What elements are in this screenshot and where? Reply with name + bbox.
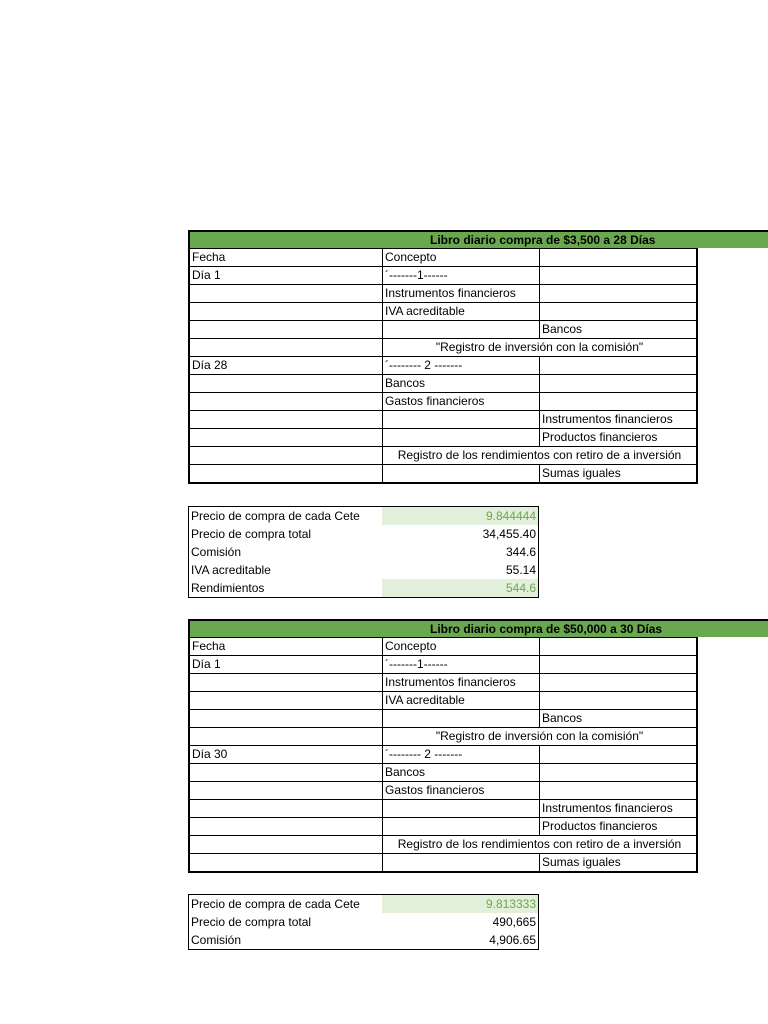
fecha-cell[interactable] bbox=[189, 800, 383, 818]
journal-body bbox=[189, 638, 697, 873]
concepto-cell[interactable]: ´-------- 2 ------- bbox=[383, 357, 540, 375]
account-cell[interactable] bbox=[540, 393, 698, 411]
concepto-cell[interactable] bbox=[383, 411, 540, 429]
summary-value[interactable]: 55.14 bbox=[382, 561, 539, 579]
table-row bbox=[189, 674, 697, 692]
table-row bbox=[189, 656, 697, 674]
account-cell[interactable] bbox=[540, 267, 698, 285]
summary-row bbox=[189, 895, 539, 914]
concepto-cell[interactable] bbox=[383, 818, 540, 836]
fecha-cell[interactable]: Día 1 bbox=[189, 656, 383, 674]
table-row bbox=[189, 357, 697, 375]
concepto-span-cell[interactable]: "Registro de inversión con la comisión" bbox=[383, 728, 698, 746]
summary-value[interactable]: 34,455.40 bbox=[382, 525, 539, 543]
concepto-cell[interactable] bbox=[383, 710, 540, 728]
account-cell[interactable] bbox=[540, 303, 698, 321]
summary-value[interactable]: 544.6 bbox=[382, 579, 539, 598]
fecha-cell[interactable] bbox=[189, 411, 383, 429]
fecha-cell[interactable] bbox=[189, 692, 383, 710]
summary-value[interactable]: 4,906.65 bbox=[382, 931, 539, 950]
summary-label[interactable]: Precio de compra total bbox=[189, 525, 383, 543]
summary-label[interactable]: Precio de compra de cada Cete bbox=[189, 895, 383, 914]
summary-row bbox=[189, 561, 539, 579]
concepto-span-cell[interactable]: "Registro de inversión con la comisión" bbox=[383, 339, 698, 357]
concepto-cell[interactable] bbox=[383, 800, 540, 818]
fecha-cell[interactable] bbox=[189, 339, 383, 357]
fecha-cell[interactable] bbox=[189, 818, 383, 836]
summary-row bbox=[189, 913, 539, 931]
fecha-cell[interactable]: Día 30 bbox=[189, 746, 383, 764]
concepto-cell[interactable]: Instrumentos financieros bbox=[383, 285, 540, 303]
header-blank[interactable] bbox=[540, 249, 698, 267]
summary-value[interactable]: 9.844444 bbox=[382, 507, 539, 526]
summary-table-2 bbox=[188, 894, 539, 950]
journal-grid bbox=[188, 637, 698, 873]
journal-grid bbox=[188, 248, 698, 484]
concepto-cell[interactable]: ´-------1------ bbox=[383, 656, 540, 674]
account-cell[interactable]: Bancos bbox=[540, 710, 698, 728]
table-row bbox=[189, 303, 697, 321]
account-cell[interactable]: Instrumentos financieros bbox=[540, 800, 698, 818]
summary-label[interactable]: Precio de compra de cada Cete bbox=[189, 507, 383, 526]
fecha-cell[interactable] bbox=[189, 375, 383, 393]
account-cell[interactable] bbox=[540, 692, 698, 710]
summary-table-1 bbox=[188, 506, 539, 598]
summary-label[interactable]: IVA acreditable bbox=[189, 561, 383, 579]
concepto-cell[interactable]: IVA acreditable bbox=[383, 692, 540, 710]
account-cell[interactable] bbox=[540, 357, 698, 375]
header-concepto[interactable]: Concepto bbox=[383, 249, 540, 267]
fecha-cell[interactable] bbox=[189, 285, 383, 303]
fecha-cell[interactable] bbox=[189, 674, 383, 692]
table-row bbox=[189, 267, 697, 285]
header-concepto[interactable]: Concepto bbox=[383, 638, 540, 656]
summary-row bbox=[189, 507, 539, 526]
summary-value[interactable]: 9.813333 bbox=[382, 895, 539, 914]
fecha-cell[interactable]: Día 1 bbox=[189, 267, 383, 285]
account-cell[interactable]: Instrumentos financieros bbox=[540, 411, 698, 429]
summary-row bbox=[189, 579, 539, 598]
concepto-cell[interactable] bbox=[383, 465, 540, 484]
summary-value[interactable]: 490,665 bbox=[382, 913, 539, 931]
account-cell[interactable] bbox=[540, 782, 698, 800]
concepto-cell[interactable]: Bancos bbox=[383, 764, 540, 782]
table-row bbox=[189, 393, 697, 411]
summary-row bbox=[189, 525, 539, 543]
fecha-cell[interactable] bbox=[189, 836, 383, 854]
fecha-cell[interactable] bbox=[189, 429, 383, 447]
fecha-cell[interactable] bbox=[189, 764, 383, 782]
fecha-cell[interactable] bbox=[189, 728, 383, 746]
table-row bbox=[189, 411, 697, 429]
table-row bbox=[189, 375, 697, 393]
account-cell[interactable] bbox=[540, 746, 698, 764]
account-cell[interactable]: Bancos bbox=[540, 321, 698, 339]
journal-title-band bbox=[188, 230, 768, 248]
table-header-row bbox=[189, 249, 697, 267]
summary-label[interactable]: Rendimientos bbox=[189, 579, 383, 598]
concepto-cell[interactable] bbox=[383, 429, 540, 447]
table-row bbox=[189, 692, 697, 710]
table-row bbox=[189, 465, 697, 484]
fecha-cell[interactable] bbox=[189, 854, 383, 873]
fecha-cell[interactable] bbox=[189, 447, 383, 465]
concepto-cell[interactable]: Bancos bbox=[383, 375, 540, 393]
account-cell[interactable]: Productos financieros bbox=[540, 429, 698, 447]
account-cell[interactable]: Sumas iguales bbox=[540, 854, 698, 873]
concepto-cell[interactable]: Gastos financieros bbox=[383, 393, 540, 411]
concepto-cell[interactable]: ´-------- 2 ------- bbox=[383, 746, 540, 764]
summary-row bbox=[189, 543, 539, 561]
table-row bbox=[189, 836, 697, 854]
fecha-cell[interactable] bbox=[189, 393, 383, 411]
header-fecha[interactable]: Fecha bbox=[189, 638, 383, 656]
journal-title: Libro diario compra de $50,000 a 30 Días bbox=[430, 622, 663, 636]
account-cell[interactable]: Sumas iguales bbox=[540, 465, 698, 484]
header-blank[interactable] bbox=[540, 638, 698, 656]
table-row bbox=[189, 746, 697, 764]
fecha-cell[interactable] bbox=[189, 710, 383, 728]
table-row bbox=[189, 764, 697, 782]
concepto-cell[interactable]: Gastos financieros bbox=[383, 782, 540, 800]
table-row bbox=[189, 800, 697, 818]
table-row bbox=[189, 321, 697, 339]
fecha-cell[interactable] bbox=[189, 303, 383, 321]
summary-label[interactable]: Comisión bbox=[189, 543, 383, 561]
table-header-row bbox=[189, 638, 697, 656]
table-row bbox=[189, 854, 697, 873]
fecha-cell[interactable]: Día 28 bbox=[189, 357, 383, 375]
account-cell[interactable] bbox=[540, 656, 698, 674]
account-cell[interactable] bbox=[540, 375, 698, 393]
header-fecha[interactable]: Fecha bbox=[189, 249, 383, 267]
concepto-span-cell[interactable]: Registro de los rendimientos con retiro de a inversión bbox=[383, 836, 698, 854]
concepto-cell[interactable]: Instrumentos financieros bbox=[383, 674, 540, 692]
summary-row bbox=[189, 931, 539, 950]
journal-body bbox=[189, 249, 697, 484]
table-row bbox=[189, 782, 697, 800]
concepto-cell[interactable] bbox=[383, 854, 540, 873]
table-row bbox=[189, 818, 697, 836]
table-row bbox=[189, 447, 697, 465]
summary-label[interactable]: Precio de compra total bbox=[189, 913, 383, 931]
summary-label[interactable]: Comisión bbox=[189, 931, 383, 950]
fecha-cell[interactable] bbox=[189, 321, 383, 339]
table-row bbox=[189, 728, 697, 746]
journal-title: Libro diario compra de $3,500 a 28 Días bbox=[430, 233, 656, 247]
table-row bbox=[189, 710, 697, 728]
account-cell[interactable]: Productos financieros bbox=[540, 818, 698, 836]
fecha-cell[interactable] bbox=[189, 465, 383, 484]
fecha-cell[interactable] bbox=[189, 782, 383, 800]
table-row bbox=[189, 429, 697, 447]
table-row bbox=[189, 339, 697, 357]
concepto-cell[interactable] bbox=[383, 321, 540, 339]
summary-value[interactable]: 344.6 bbox=[382, 543, 539, 561]
table-row bbox=[189, 285, 697, 303]
account-cell[interactable] bbox=[540, 285, 698, 303]
concepto-cell[interactable]: ´-------1------ bbox=[383, 267, 540, 285]
concepto-span-cell[interactable]: Registro de los rendimientos con retiro de a inversión bbox=[383, 447, 698, 465]
account-cell[interactable] bbox=[540, 764, 698, 782]
concepto-cell[interactable]: IVA acreditable bbox=[383, 303, 540, 321]
account-cell[interactable] bbox=[540, 674, 698, 692]
journal-title-band bbox=[188, 619, 768, 637]
